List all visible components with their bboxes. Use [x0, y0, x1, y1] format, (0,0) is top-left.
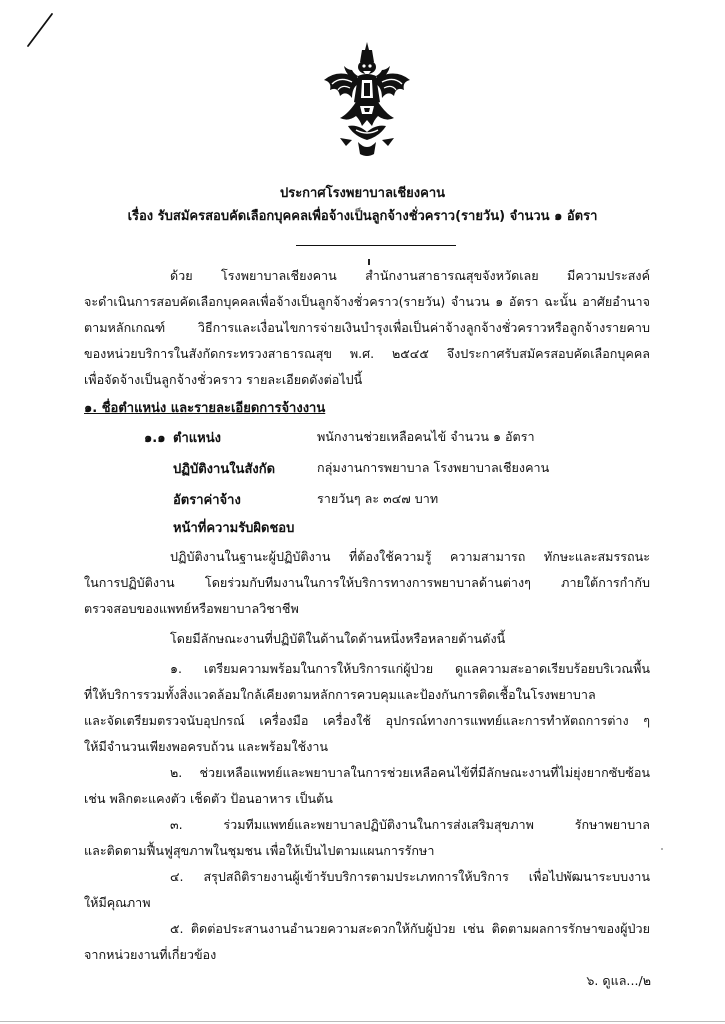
unit-label: ปฏิบัติงานในสังกัด	[173, 462, 276, 477]
scan-mark	[368, 259, 370, 265]
duty-item: เช่น พลิกตะแคงตัว เช็ดตัว ป้อนอาหาร เป็นต้น	[84, 791, 333, 806]
duty-item: ที่ให้บริการรวมทั้งสิ่งแวดล้อมใกล้เคียงตามหลักการควบคุมและป้องกันการติดเชื้อในโรงพยาบาล	[84, 687, 596, 702]
duty-paragraph-line: ในการปฏิบัติงาน โดยร่วมกับทีมงานในการให้บริการทางการพยาบาลด้านต่างๆ ภายใต้การกำกับ	[84, 575, 650, 590]
duty-item: ๑. เตรียมความพร้อมในการให้บริการแก่ผู้ป่วย ดูแลความสะอาดเรียบร้อยบริเวณพื้น	[170, 661, 650, 676]
duty-paragraph-line: ตรวจสอบของแพทย์หรือพยาบาลวิชาชีพ	[84, 601, 299, 616]
announcement-subject: เรื่อง รับสมัครสอบคัดเลือกบุคคลเพื่อจ้างเป็นลูกจ้างชั่วคราว(รายวัน) จำนวน ๑ อัตรา	[127, 209, 598, 224]
wage-value: รายวันๆ ละ ๓๔๗ บาท	[317, 491, 439, 506]
page-edge	[0, 1021, 725, 1022]
title-divider	[296, 245, 456, 246]
item-number: ๑.๑	[144, 431, 166, 446]
duty-heading: หน้าที่ความรับผิดชอบ	[173, 521, 295, 536]
scan-speck	[661, 848, 663, 850]
handwritten-slash-icon	[20, 10, 60, 50]
section-heading: ๑. ชื่อตำแหน่ง และรายละเอียดการจ้างงาน	[84, 401, 326, 416]
intro-line: ตามหลักเกณฑ์ วิธีการและเงื่อนไขการจ่ายเงินบำรุงเพื่อเป็นค่าจ้างลูกจ้างชั่วคราวหรือลูกจ้างรายคาบ	[84, 320, 650, 335]
duty-paragraph-line: ปฏิบัติงานในฐานะผู้ปฏิบัติงาน ที่ต้องใช้ความรู้ ความสามารถ ทักษะและสมรรถนะ	[170, 549, 650, 564]
duty-item: ให้มีจำนวนเพียงพอครบถ้วน และพร้อมใช้งาน	[84, 739, 329, 754]
announcement-title: ประกาศโรงพยาบาลเชียงคาน	[279, 186, 446, 201]
position-value: พนักงานช่วยเหลือคนไข้ จำนวน ๑ อัตรา	[317, 429, 535, 444]
garuda-emblem-icon	[318, 40, 416, 160]
characteristics-line: โดยมีลักษณะงานที่ปฏิบัติในด้านใดด้านหนึ่งหรือหลายด้านดังนี้	[170, 631, 506, 646]
unit-value: กลุ่มงานการพยาบาล โรงพยาบาลเชียงคาน	[317, 460, 550, 475]
wage-label: อัตราค่าจ้าง	[173, 493, 241, 508]
position-label: ตำแหน่ง	[173, 431, 221, 446]
duty-item: ๔. สรุปสถิติรายงานผู้เข้ารับบริการตามประเภทการให้บริการ เพื่อไปพัฒนาระบบงาน	[170, 869, 650, 884]
duty-item: จากหน่วยงานที่เกี่ยวข้อง	[84, 947, 217, 962]
continued-footer: ๖. ดูแล.../๒	[586, 973, 651, 988]
intro-line: เพื่อจัดจ้างเป็นลูกจ้างชั่วคราว รายละเอียดดังต่อไปนี้	[84, 372, 363, 387]
duty-item: ๒. ช่วยเหลือแพทย์และพยาบาลในการช่วยเหลือคนไข้ที่มีลักษณะงานที่ไม่ยุ่งยากซับซ้อน	[170, 765, 650, 780]
duty-item: ๕. ติดต่อประสานงานอำนวยความสะดวกให้กับผู้ป่วย เช่น ติดตามผลการรักษาของผู้ป่วย	[170, 921, 650, 936]
intro-line: ของหน่วยบริการในสังกัดกระทรวงสาธารณสุข พ.ศ. ๒๕๔๕ จึงประกาศรับสมัครสอบคัดเลือกบุคคล	[84, 346, 650, 361]
duty-item: ๓. ร่วมทีมแพทย์และพยาบาลปฏิบัติงานในการส่งเสริมสุขภาพ รักษาพยาบาล	[170, 817, 650, 832]
duty-item: ให้มีคุณภาพ	[84, 895, 151, 910]
intro-line: จะดำเนินการสอบคัดเลือกบุคคลเพื่อจ้างเป็นลูกจ้างชั่วคราว(รายวัน) จำนวน ๑ อัตรา ฉะนั้น อาศัยอำนาจ	[84, 294, 650, 309]
duty-item: และติดตามฟื้นฟูสุขภาพในชุมชน เพื่อให้เป็นไปตามแผนการรักษา	[84, 843, 435, 858]
duty-item: และจัดเตรียมตรวจนับอุปกรณ์ เครื่องมือ เครื่องใช้ อุปกรณ์ทางการแพทย์และการทำหัตถการต่าง ๆ	[84, 713, 650, 728]
intro-line: ด้วย โรงพยาบาลเชียงคาน สำนักงานสาธารณสุขจังหวัดเลย มีความประสงค์	[170, 268, 650, 283]
